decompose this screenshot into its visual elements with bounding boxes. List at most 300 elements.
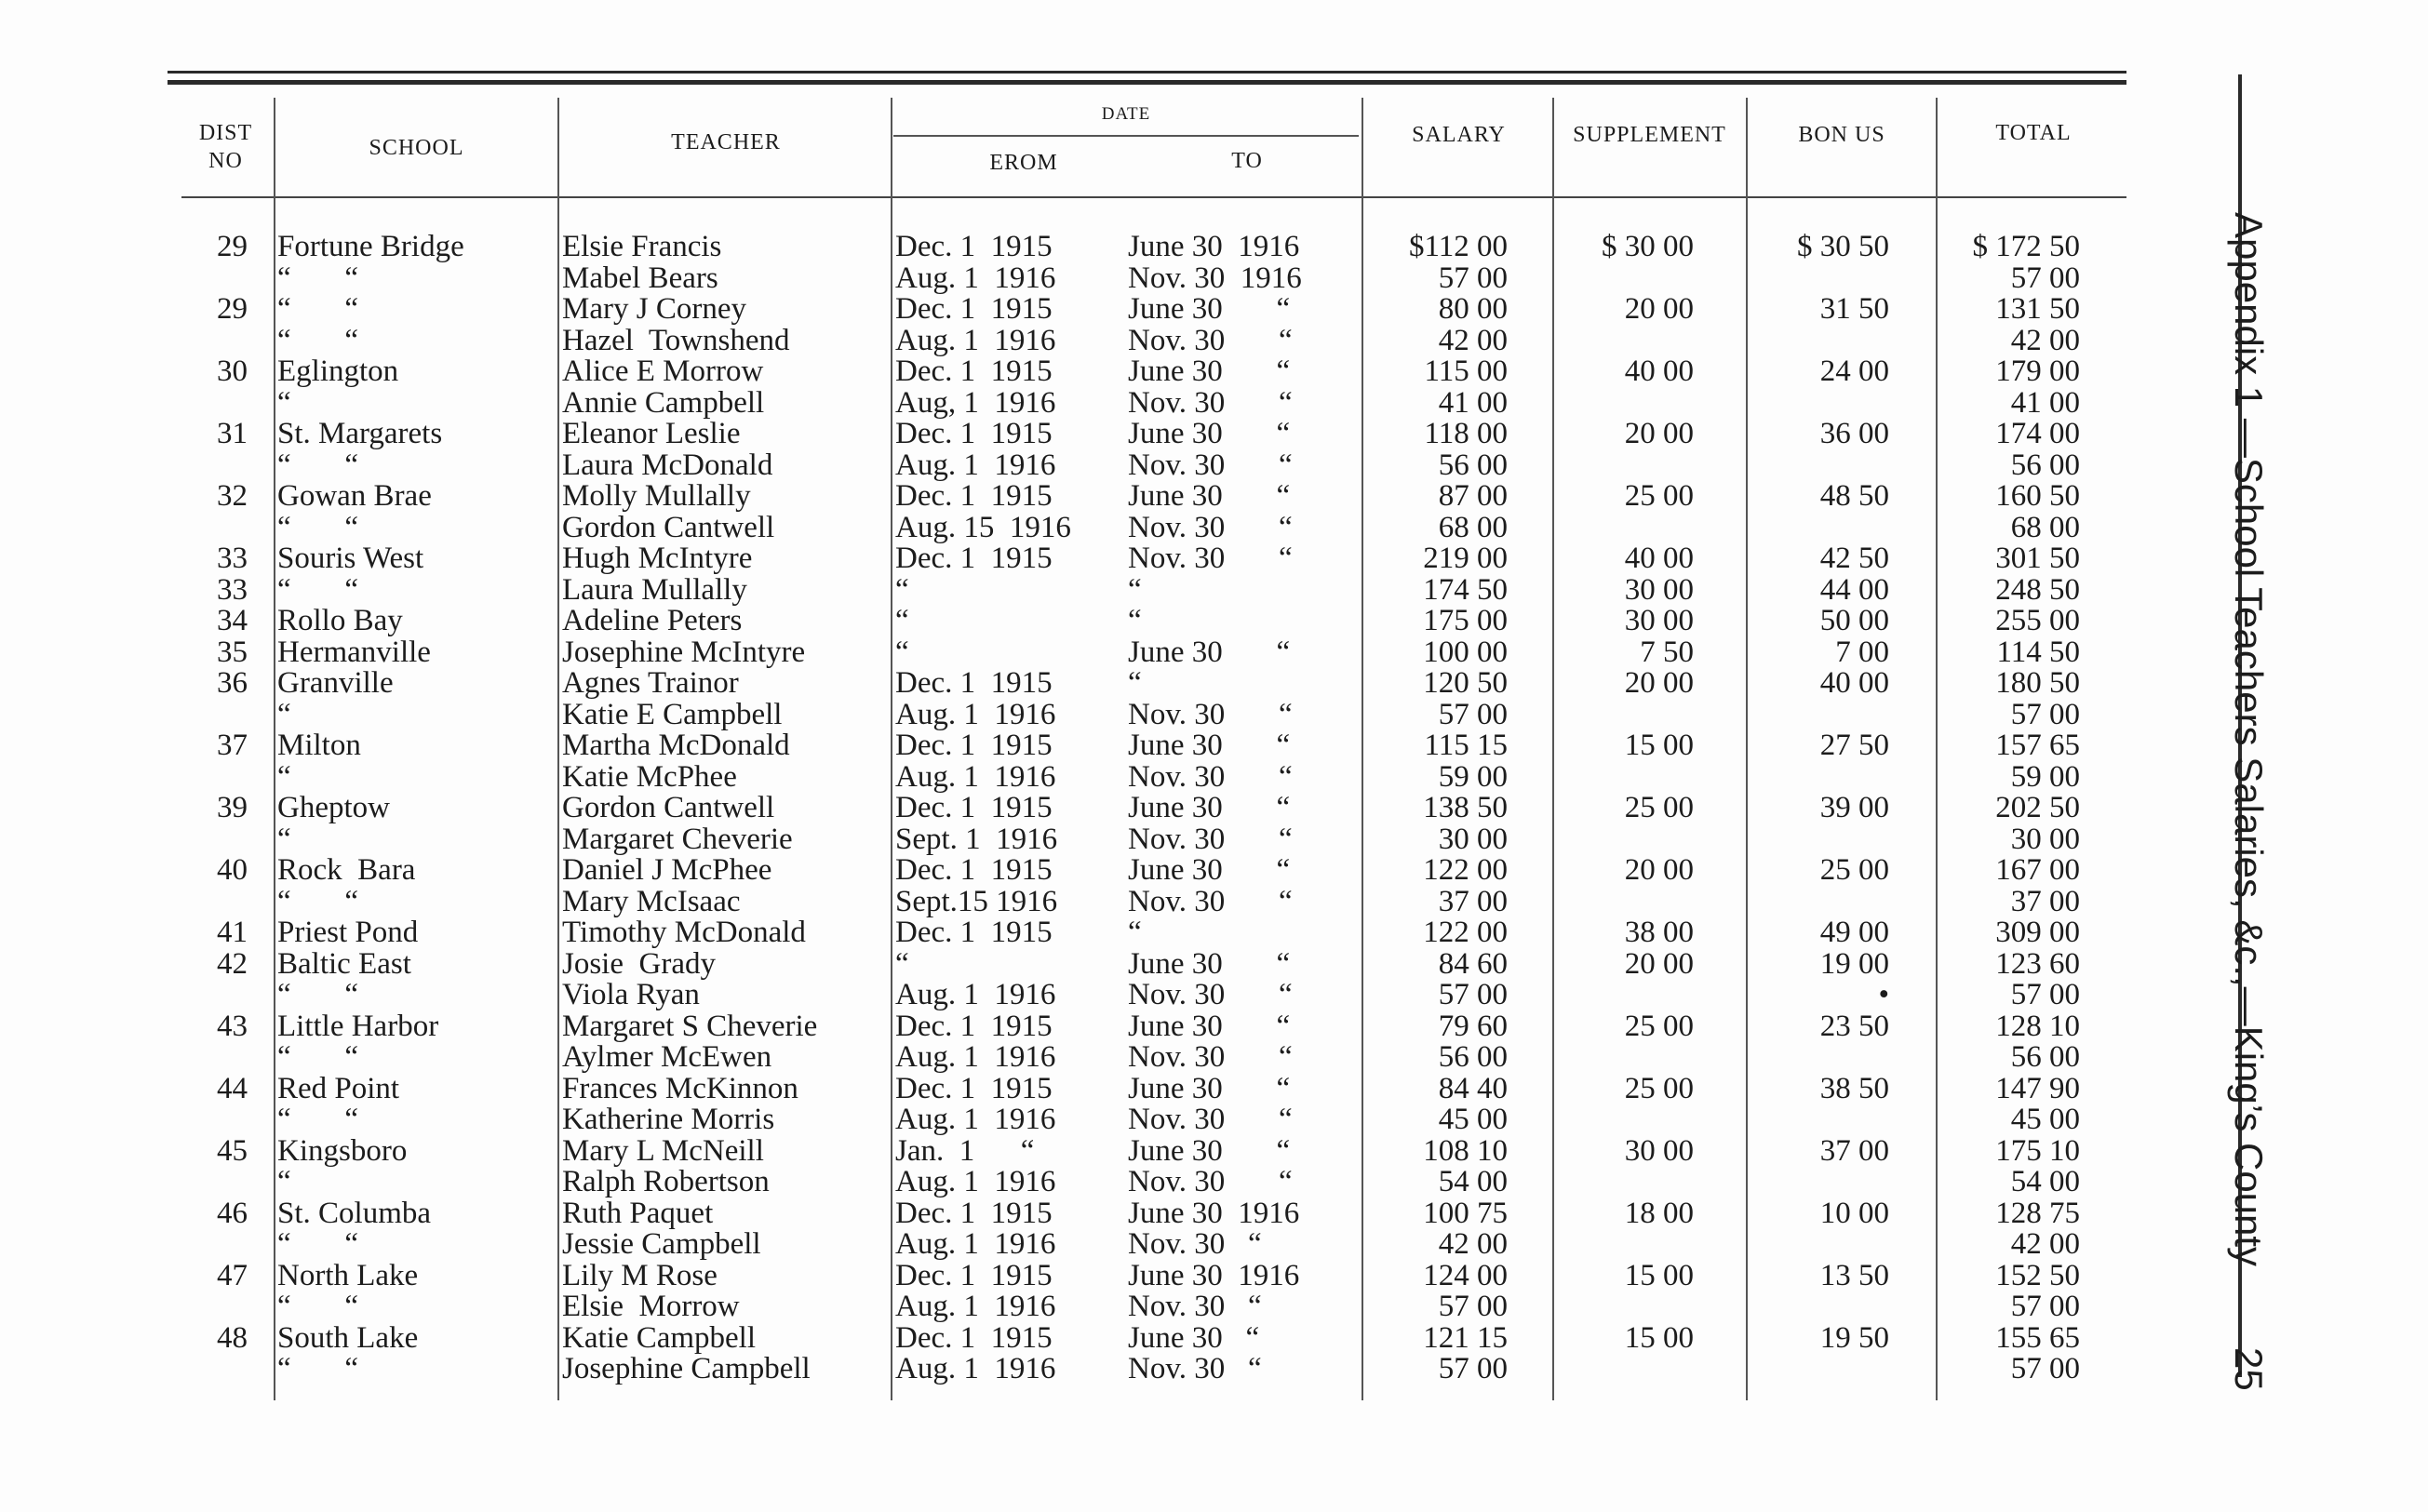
teacher-cell: Lily M Rose: [562, 1258, 718, 1292]
dist-no-cell: 36: [217, 666, 248, 700]
bonus-cell: 10 00: [1819, 1196, 1889, 1230]
dist-no-cell: 48: [217, 1320, 248, 1355]
school-cell: “ “: [277, 1040, 359, 1074]
bonus-cell: 37 00: [1819, 1133, 1889, 1168]
date-from-cell: “: [895, 572, 909, 607]
salary-cell: 80 00: [1438, 292, 1508, 326]
school-cell: South Lake: [277, 1320, 419, 1355]
school-cell: Gowan Brae: [277, 479, 432, 513]
date-from-cell: Dec. 1 1915: [895, 1071, 1053, 1105]
teacher-cell: Ruth Paquet: [562, 1196, 714, 1230]
header-teacher: TEACHER: [671, 130, 781, 154]
total-cell: 174 00: [1995, 417, 2080, 450]
salary-cell: 42 00: [1438, 323, 1508, 357]
supplement-cell: 20 00: [1624, 292, 1694, 326]
bonus-cell: 49 00: [1819, 916, 1889, 949]
date-to-cell: Nov. 30 “: [1128, 884, 1293, 918]
total-cell: 57 00: [2010, 261, 2080, 295]
school-cell: “ “: [277, 978, 359, 1011]
school-cell: Granville: [277, 666, 394, 700]
date-to-cell: Nov. 30 “: [1128, 978, 1293, 1011]
col-sep-date: [1362, 98, 1363, 1400]
total-cell: 57 00: [2010, 1352, 2080, 1385]
date-from-cell: Dec. 1 1915: [895, 729, 1053, 762]
total-cell: 160 50: [1995, 479, 2080, 513]
salary-cell: 84 60: [1438, 946, 1508, 981]
supplement-cell: 15 00: [1624, 1258, 1694, 1292]
teacher-cell: Josie Grady: [562, 946, 716, 981]
bonus-cell: 44 00: [1819, 572, 1889, 607]
salary-cell: 122 00: [1423, 853, 1508, 887]
date-to-cell: June 30 “: [1128, 946, 1291, 981]
school-cell: “ “: [277, 261, 359, 295]
date-to-cell: Nov. 30 “: [1128, 510, 1293, 544]
date-from-cell: Aug. 1 1916: [895, 261, 1056, 295]
bonus-cell: 7 00: [1835, 635, 1889, 669]
page-number: 25: [2227, 1347, 2271, 1391]
date-to-cell: June 30 “: [1128, 635, 1291, 669]
supplement-cell: 40 00: [1624, 542, 1694, 575]
date-from-cell: Dec. 1 1915: [895, 479, 1053, 513]
date-to-cell: Nov. 30 “: [1128, 323, 1293, 357]
bonus-cell: 19 50: [1819, 1320, 1889, 1355]
school-cell: Rock Bara: [277, 853, 416, 887]
school-cell: “ “: [277, 1227, 359, 1261]
dist-no-cell: 40: [217, 853, 248, 887]
salary-cell: 79 60: [1438, 1009, 1508, 1043]
salary-cell: 115 15: [1424, 729, 1508, 762]
date-to-cell: “: [1128, 666, 1142, 700]
total-cell: 30 00: [2010, 822, 2080, 856]
dist-no-cell: 33: [217, 572, 248, 607]
total-cell: 309 00: [1995, 916, 2080, 949]
date-from-cell: “: [895, 946, 909, 981]
date-to-cell: Nov. 30 “: [1128, 1165, 1293, 1198]
date-to-cell: June 30 “: [1128, 791, 1291, 824]
total-cell: 42 00: [2010, 1227, 2080, 1261]
total-cell: 202 50: [1995, 791, 2080, 824]
teacher-cell: Mary McIsaac: [562, 884, 741, 918]
teacher-cell: Eleanor Leslie: [562, 417, 741, 450]
total-cell: 152 50: [1995, 1258, 2080, 1292]
supplement-cell: 18 00: [1624, 1196, 1694, 1230]
date-to-cell: June 30 “: [1128, 1133, 1291, 1168]
school-cell: “ “: [277, 1290, 359, 1323]
col-sep-dist: [274, 98, 275, 1400]
school-cell: Hermanville: [277, 635, 431, 669]
salary-cell: 174 50: [1423, 572, 1508, 607]
bonus-cell: $ 30 50: [1797, 230, 1889, 263]
date-from-cell: Dec. 1 1915: [895, 791, 1053, 824]
supplement-cell: 40 00: [1624, 355, 1694, 388]
bonus-cell: 25 00: [1819, 853, 1889, 887]
date-from-cell: Dec. 1 1915: [895, 1320, 1053, 1355]
date-to-cell: Nov. 30 “: [1128, 1227, 1262, 1261]
teacher-cell: Agnes Trainor: [562, 666, 739, 700]
date-from-cell: Aug. 1 1916: [895, 759, 1056, 794]
total-cell: 59 00: [2010, 759, 2080, 794]
date-from-cell: Dec. 1 1915: [895, 853, 1053, 887]
date-from-cell: Dec. 1 1915: [895, 1258, 1053, 1292]
teacher-cell: Margaret S Cheverie: [562, 1009, 818, 1043]
teacher-cell: Viola Ryan: [562, 978, 700, 1011]
school-cell: “: [277, 822, 291, 856]
total-cell: 41 00: [2010, 385, 2080, 420]
bonus-cell: 38 50: [1819, 1071, 1889, 1105]
date-to-cell: June 30 1916: [1128, 1258, 1300, 1292]
school-cell: Little Harbor: [277, 1009, 439, 1043]
supplement-cell: 30 00: [1624, 1133, 1694, 1168]
date-to-cell: Nov. 30 “: [1128, 385, 1293, 420]
date-to-cell: “: [1128, 604, 1142, 637]
total-cell: 248 50: [1995, 572, 2080, 607]
teacher-cell: Katherine Morris: [562, 1103, 775, 1136]
total-cell: 54 00: [2010, 1165, 2080, 1198]
salary-cell: 57 00: [1438, 697, 1508, 731]
dist-no-cell: 42: [217, 946, 248, 981]
bonus-cell: 23 50: [1819, 1009, 1889, 1043]
header-from: EROM: [989, 151, 1058, 175]
salary-cell: 56 00: [1438, 1040, 1508, 1074]
date-to-cell: June 30 “: [1128, 355, 1291, 388]
school-cell: St. Margarets: [277, 417, 443, 450]
salary-cell: 122 00: [1423, 916, 1508, 949]
date-from-cell: Aug. 1 1916: [895, 1290, 1056, 1323]
date-to-cell: “: [1128, 916, 1142, 949]
supplement-cell: 30 00: [1624, 604, 1694, 637]
total-cell: 114 50: [1996, 635, 2080, 669]
school-cell: Red Point: [277, 1071, 400, 1105]
salary-cell: 68 00: [1438, 510, 1508, 544]
teacher-cell: Molly Mullally: [562, 479, 751, 513]
bonus-cell: 39 00: [1819, 791, 1889, 824]
school-cell: Rollo Bay: [277, 604, 403, 637]
school-cell: “: [277, 1165, 291, 1198]
date-from-cell: Dec. 1 1915: [895, 1196, 1053, 1230]
total-cell: 45 00: [2010, 1103, 2080, 1136]
salary-cell: 54 00: [1438, 1165, 1508, 1198]
total-cell: 180 50: [1995, 666, 2080, 700]
teacher-cell: Katie E Campbell: [562, 697, 783, 731]
header-to: TO: [1231, 149, 1263, 173]
total-cell: 128 10: [1995, 1009, 2080, 1043]
date-from-cell: Aug. 1 1916: [895, 697, 1056, 731]
teacher-cell: Mary L McNeill: [562, 1133, 764, 1168]
total-cell: 56 00: [2010, 448, 2080, 482]
salary-cell: 57 00: [1438, 1290, 1508, 1323]
salary-cell: 118 00: [1424, 417, 1508, 450]
top-rule-upper: [168, 71, 2126, 74]
date-to-cell: Nov. 30 1916: [1128, 261, 1302, 295]
date-to-cell: Nov. 30 “: [1128, 448, 1293, 482]
total-cell: 255 00: [1995, 604, 2080, 637]
school-cell: St. Columba: [277, 1196, 432, 1230]
date-from-cell: Dec. 1 1915: [895, 916, 1053, 949]
date-to-cell: June 30 “: [1128, 479, 1291, 513]
total-cell: 42 00: [2010, 323, 2080, 357]
salary-cell: $112 00: [1408, 230, 1508, 263]
dist-no-cell: 37: [217, 729, 248, 762]
date-to-cell: Nov. 30 “: [1128, 697, 1293, 731]
date-from-cell: Dec. 1 1915: [895, 292, 1053, 326]
date-from-cell: Aug. 15 1916: [895, 510, 1071, 544]
bonus-cell: •: [1878, 978, 1889, 1011]
school-cell: Eglington: [277, 355, 399, 388]
date-to-cell: June 30 “: [1128, 1009, 1291, 1043]
date-to-cell: June 30 “: [1128, 729, 1291, 762]
top-rule-lower: [168, 80, 2126, 85]
teacher-cell: Gordon Cantwell: [562, 791, 775, 824]
school-cell: “ “: [277, 323, 359, 357]
bonus-cell: 13 50: [1819, 1258, 1889, 1292]
teacher-cell: Katie McPhee: [562, 759, 737, 794]
bonus-cell: 36 00: [1819, 417, 1889, 450]
school-cell: “ “: [277, 448, 359, 482]
dist-no-cell: 34: [217, 604, 248, 637]
total-cell: 175 10: [1995, 1133, 2080, 1168]
salary-cell: 108 10: [1423, 1133, 1508, 1168]
col-sep-salary: [1552, 98, 1554, 1400]
salary-cell: 37 00: [1438, 884, 1508, 918]
teacher-cell: Jessie Campbell: [562, 1227, 761, 1261]
dist-no-cell: 41: [217, 916, 248, 949]
supplement-cell: 7 50: [1640, 635, 1694, 669]
date-from-cell: Dec. 1 1915: [895, 666, 1053, 700]
salary-cell: 120 50: [1423, 666, 1508, 700]
supplement-cell: $ 30 00: [1602, 230, 1694, 263]
supplement-cell: 20 00: [1624, 417, 1694, 450]
date-from-cell: Aug. 1 1916: [895, 978, 1056, 1011]
salary-cell: 138 50: [1423, 791, 1508, 824]
date-to-cell: June 30 “: [1128, 1071, 1291, 1105]
header-supplement: SUPPLEMENT: [1573, 123, 1726, 147]
teacher-cell: Josephine Campbell: [562, 1352, 811, 1385]
salary-cell: 57 00: [1438, 978, 1508, 1011]
bonus-cell: 48 50: [1819, 479, 1889, 513]
date-to-cell: June 30 1916: [1128, 230, 1300, 263]
teacher-cell: Gordon Cantwell: [562, 510, 775, 544]
header-school: SCHOOL: [369, 136, 464, 160]
total-cell: 57 00: [2010, 978, 2080, 1011]
total-cell: 57 00: [2010, 697, 2080, 731]
salary-cell: 219 00: [1423, 542, 1508, 575]
date-from-cell: “: [895, 635, 909, 669]
salary-cell: 56 00: [1438, 448, 1508, 482]
teacher-cell: Margaret Cheverie: [562, 822, 793, 856]
teacher-cell: Timothy McDonald: [562, 916, 806, 949]
teacher-cell: Martha McDonald: [562, 729, 790, 762]
col-sep-bonus: [1936, 98, 1938, 1400]
col-sep-school: [557, 98, 559, 1400]
col-sep-supplement: [1746, 98, 1748, 1400]
teacher-cell: Katie Campbell: [562, 1320, 757, 1355]
school-cell: North Lake: [277, 1258, 419, 1292]
school-cell: “: [277, 385, 291, 420]
dist-no-cell: 29: [217, 292, 248, 326]
school-cell: Souris West: [277, 542, 424, 575]
school-cell: “: [277, 759, 291, 794]
teacher-cell: Ralph Robertson: [562, 1165, 770, 1198]
dist-no-cell: 45: [217, 1133, 248, 1168]
total-cell: 56 00: [2010, 1040, 2080, 1074]
date-group-rule: [893, 135, 1359, 137]
supplement-cell: 15 00: [1624, 1320, 1694, 1355]
school-cell: Milton: [277, 729, 361, 762]
date-to-cell: “: [1128, 572, 1142, 607]
teacher-cell: Annie Campbell: [562, 385, 765, 420]
supplement-cell: 25 00: [1624, 1071, 1694, 1105]
supplement-cell: 20 00: [1624, 853, 1694, 887]
salary-cell: 124 00: [1423, 1258, 1508, 1292]
dist-no-cell: 44: [217, 1071, 248, 1105]
bonus-cell: 50 00: [1819, 604, 1889, 637]
salary-cell: 100 75: [1423, 1196, 1508, 1230]
teacher-cell: Frances McKinnon: [562, 1071, 798, 1105]
total-cell: 128 75: [1995, 1196, 2080, 1230]
teacher-cell: Laura McDonald: [562, 448, 773, 482]
total-cell: 157 65: [1995, 729, 2080, 762]
total-cell: 167 00: [1995, 853, 2080, 887]
date-from-cell: Dec. 1 1915: [895, 542, 1053, 575]
salary-cell: 84 40: [1438, 1071, 1508, 1105]
date-to-cell: June 30 “: [1128, 417, 1291, 450]
teacher-cell: Alice E Morrow: [562, 355, 764, 388]
teacher-cell: Hugh McIntyre: [562, 542, 753, 575]
supplement-cell: 20 00: [1624, 946, 1694, 981]
date-to-cell: Nov. 30 “: [1128, 1352, 1262, 1385]
supplement-cell: 20 00: [1624, 666, 1694, 700]
header-bottom-rule: [181, 196, 2126, 198]
date-from-cell: Aug, 1 1916: [895, 385, 1056, 420]
header-total: TOTAL: [1995, 121, 2072, 145]
date-from-cell: Sept.15 1916: [895, 884, 1058, 918]
dist-no-cell: 31: [217, 417, 248, 450]
dist-no-cell: 33: [217, 542, 248, 575]
school-cell: “ “: [277, 572, 359, 607]
side-caption: [2215, 212, 2271, 1394]
date-from-cell: Dec. 1 1915: [895, 355, 1053, 388]
school-cell: “: [277, 697, 291, 731]
col-sep-teacher: [891, 98, 892, 1400]
teacher-cell: Mabel Bears: [562, 261, 718, 295]
total-cell: 131 50: [1995, 292, 2080, 326]
teacher-cell: Mary J Corney: [562, 292, 746, 326]
date-to-cell: Nov. 30 “: [1128, 1040, 1293, 1074]
supplement-cell: 30 00: [1624, 572, 1694, 607]
teacher-cell: Josephine McIntyre: [562, 635, 806, 669]
supplement-cell: 25 00: [1624, 791, 1694, 824]
supplement-cell: 15 00: [1624, 729, 1694, 762]
date-to-cell: June 30 1916: [1128, 1196, 1300, 1230]
date-from-cell: Aug. 1 1916: [895, 1040, 1056, 1074]
school-cell: Baltic East: [277, 946, 411, 981]
salary-cell: 57 00: [1438, 261, 1508, 295]
date-from-cell: Sept. 1 1916: [895, 822, 1058, 856]
school-cell: “ “: [277, 884, 359, 918]
school-cell: “ “: [277, 1352, 359, 1385]
date-to-cell: Nov. 30 “: [1128, 822, 1293, 856]
teacher-cell: Elsie Francis: [562, 230, 722, 263]
header-dist-no: DIST NO: [198, 121, 253, 173]
supplement-cell: 38 00: [1624, 916, 1694, 949]
dist-no-cell: 43: [217, 1009, 248, 1043]
date-from-cell: Dec. 1 1915: [895, 230, 1053, 263]
school-cell: Fortune Bridge: [277, 230, 464, 263]
salary-cell: 41 00: [1438, 385, 1508, 420]
date-from-cell: Jan. 1 “: [895, 1133, 1035, 1168]
school-cell: Kingsboro: [277, 1133, 408, 1168]
teacher-cell: Aylmer McEwen: [562, 1040, 772, 1074]
date-to-cell: June 30 “: [1128, 1320, 1260, 1355]
salary-cell: 121 15: [1423, 1320, 1508, 1355]
dist-no-cell: 39: [217, 791, 248, 824]
teacher-cell: Adeline Peters: [562, 604, 743, 637]
date-from-cell: “: [895, 604, 909, 637]
total-cell: 37 00: [2010, 884, 2080, 918]
date-from-cell: Aug. 1 1916: [895, 1103, 1056, 1136]
date-from-cell: Dec. 1 1915: [895, 1009, 1053, 1043]
school-cell: “ “: [277, 510, 359, 544]
date-from-cell: Aug. 1 1916: [895, 1352, 1056, 1385]
total-cell: 155 65: [1995, 1320, 2080, 1355]
bonus-cell: 24 00: [1819, 355, 1889, 388]
dist-no-cell: 46: [217, 1196, 248, 1230]
total-cell: 123 60: [1995, 946, 2080, 981]
header-salary: SALARY: [1412, 123, 1506, 147]
salary-cell: 100 00: [1423, 635, 1508, 669]
total-cell: 57 00: [2010, 1290, 2080, 1323]
salary-cell: 115 00: [1424, 355, 1508, 388]
school-cell: Gheptow: [277, 791, 390, 824]
dist-no-cell: 35: [217, 635, 248, 669]
teacher-cell: Laura Mullally: [562, 572, 747, 607]
date-to-cell: Nov. 30 “: [1128, 542, 1293, 575]
date-from-cell: Aug. 1 1916: [895, 1227, 1056, 1261]
date-to-cell: June 30 “: [1128, 292, 1291, 326]
supplement-cell: 25 00: [1624, 1009, 1694, 1043]
bonus-cell: 31 50: [1819, 292, 1889, 326]
dist-no-cell: 47: [217, 1258, 248, 1292]
school-cell: “ “: [277, 292, 359, 326]
supplement-cell: 25 00: [1624, 479, 1694, 513]
teacher-cell: Elsie Morrow: [562, 1290, 740, 1323]
dist-no-cell: 29: [217, 230, 248, 263]
date-to-cell: Nov. 30 “: [1128, 1103, 1293, 1136]
school-cell: “ “: [277, 1103, 359, 1136]
salary-cell: 42 00: [1438, 1227, 1508, 1261]
total-cell: 179 00: [1995, 355, 2080, 388]
date-to-cell: June 30 “: [1128, 853, 1291, 887]
total-cell: 301 50: [1995, 542, 2080, 575]
salary-cell: 175 00: [1423, 604, 1508, 637]
date-from-cell: Aug. 1 1916: [895, 323, 1056, 357]
teacher-cell: Hazel Townshend: [562, 323, 790, 357]
salary-cell: 45 00: [1438, 1103, 1508, 1136]
total-cell: $ 172 50: [1972, 230, 2080, 263]
school-cell: Priest Pond: [277, 916, 419, 949]
date-to-cell: Nov. 30 “: [1128, 759, 1293, 794]
salary-cell: 57 00: [1438, 1352, 1508, 1385]
salary-cell: 59 00: [1438, 759, 1508, 794]
teacher-cell: Daniel J McPhee: [562, 853, 772, 887]
dist-no-cell: 30: [217, 355, 248, 388]
date-from-cell: Dec. 1 1915: [895, 417, 1053, 450]
total-cell: 147 90: [1995, 1071, 2080, 1105]
date-to-cell: Nov. 30 “: [1128, 1290, 1262, 1323]
bonus-cell: 19 00: [1819, 946, 1889, 981]
appendix-title: Appendix 1 —School Teachers Salaries, &c.,—King’s County: [2227, 212, 2271, 1267]
header-bonus: BON US: [1798, 123, 1885, 147]
